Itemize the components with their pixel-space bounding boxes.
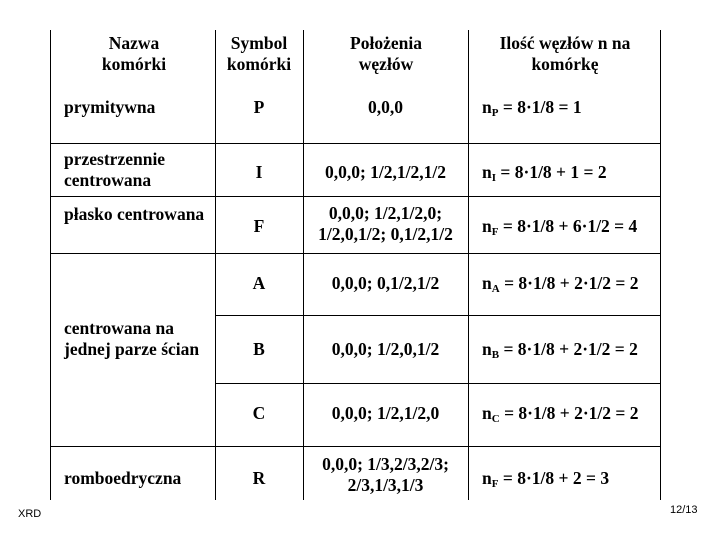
row-symbol: I <box>255 162 263 182</box>
count-expression: = 8·1/8 + 2·1/2 = 2 <box>499 339 638 359</box>
count-expression: = 8·1/8 + 2·1/2 = 2 <box>499 273 639 293</box>
row-name-rhombohedral: romboedryczna <box>64 468 182 488</box>
row-positions: 0,0,0; 1/2,1/2,1/2 <box>324 162 447 182</box>
row-symbol: R <box>252 468 266 488</box>
table-divider-3 <box>468 30 469 500</box>
row-positions: 0,0,0; 1/2,0,1/2 <box>331 339 440 359</box>
row-name-base-centered: centrowana na jednej parze ścian <box>64 318 200 359</box>
row-symbol: F <box>253 216 265 236</box>
count-subscript: P <box>491 107 499 119</box>
count-expression: = 8·1/8 + 1 = 2 <box>496 162 607 182</box>
row-symbol: B <box>253 339 265 359</box>
header-cell-count: Ilość węzłów n na komórkę <box>499 33 631 74</box>
row-name-body-centered: przestrzennie centrowana <box>64 149 166 190</box>
row-divider <box>50 446 661 447</box>
row-count: $n_B = 8\cdot 1/8 + 2\cdot 1/2 = 2$ <box>482 339 638 361</box>
header-cell-name: Nazwa komórki <box>101 33 167 74</box>
row-positions: 0,0,0; 0,1/2,1/2 <box>331 273 440 293</box>
header-cell-symbol: Symbol komórki <box>226 33 292 74</box>
row-divider <box>50 143 661 144</box>
row-divider <box>50 196 661 197</box>
row-count: $n_A = 8\cdot 1/8 + 2\cdot 1/2 = 2$ <box>482 273 639 295</box>
row-divider <box>215 315 661 316</box>
count-subscript: C <box>491 413 500 425</box>
row-divider <box>50 253 661 254</box>
row-count: $n_I = 8\cdot 1/8 + 1 = 2$ <box>482 162 607 184</box>
count-subscript: I <box>491 172 497 184</box>
count-subscript: F <box>491 226 499 238</box>
count-subscript: F <box>491 478 499 490</box>
row-symbol: A <box>252 273 266 293</box>
row-divider <box>215 383 661 384</box>
count-subscript: A <box>491 283 500 295</box>
count-expression: = 8·1/8 + 2·1/2 = 2 <box>499 403 639 423</box>
row-positions: 0,0,0 <box>368 97 403 117</box>
count-expression: = 8·1/8 = 1 <box>498 97 582 117</box>
row-count: $n_F = 8\cdot 1/8 + 2 = 3$ <box>482 468 610 490</box>
header-cell-positions: Położenia węzłów <box>350 33 422 74</box>
row-positions: 0,0,0; 1/3,2/3,2/3; 2/3,1/3,1/3 <box>322 454 449 495</box>
count-expression: = 8·1/8 + 2 = 3 <box>498 468 610 488</box>
row-name-face-centered: płasko centrowana <box>64 204 205 224</box>
count-subscript: B <box>491 349 500 361</box>
row-name-primitive: prymitywna <box>64 97 156 117</box>
row-symbol: C <box>252 403 266 423</box>
row-positions: 0,0,0; 1/2,1/2,0 <box>331 403 440 423</box>
row-symbol: P <box>253 97 265 117</box>
footer-label: XRD <box>18 508 42 520</box>
row-count: $n_C = 8\cdot 1/8 + 2\cdot 1/2 = 2$ <box>482 403 639 425</box>
row-count: $n_P = 8\cdot 1/8 = 1$ <box>482 97 582 119</box>
table-border-left <box>50 30 51 500</box>
row-positions: 0,0,0; 1/2,1/2,0; 1/2,0,1/2; 0,1/2,1/2 <box>318 203 453 244</box>
row-count: $n_F = 8\cdot 1/8 + 6\cdot 1/2 = 4$ <box>482 216 638 238</box>
slide-number: 12/13 <box>670 504 698 516</box>
count-expression: = 8·1/8 + 6·1/2 = 4 <box>498 216 638 236</box>
